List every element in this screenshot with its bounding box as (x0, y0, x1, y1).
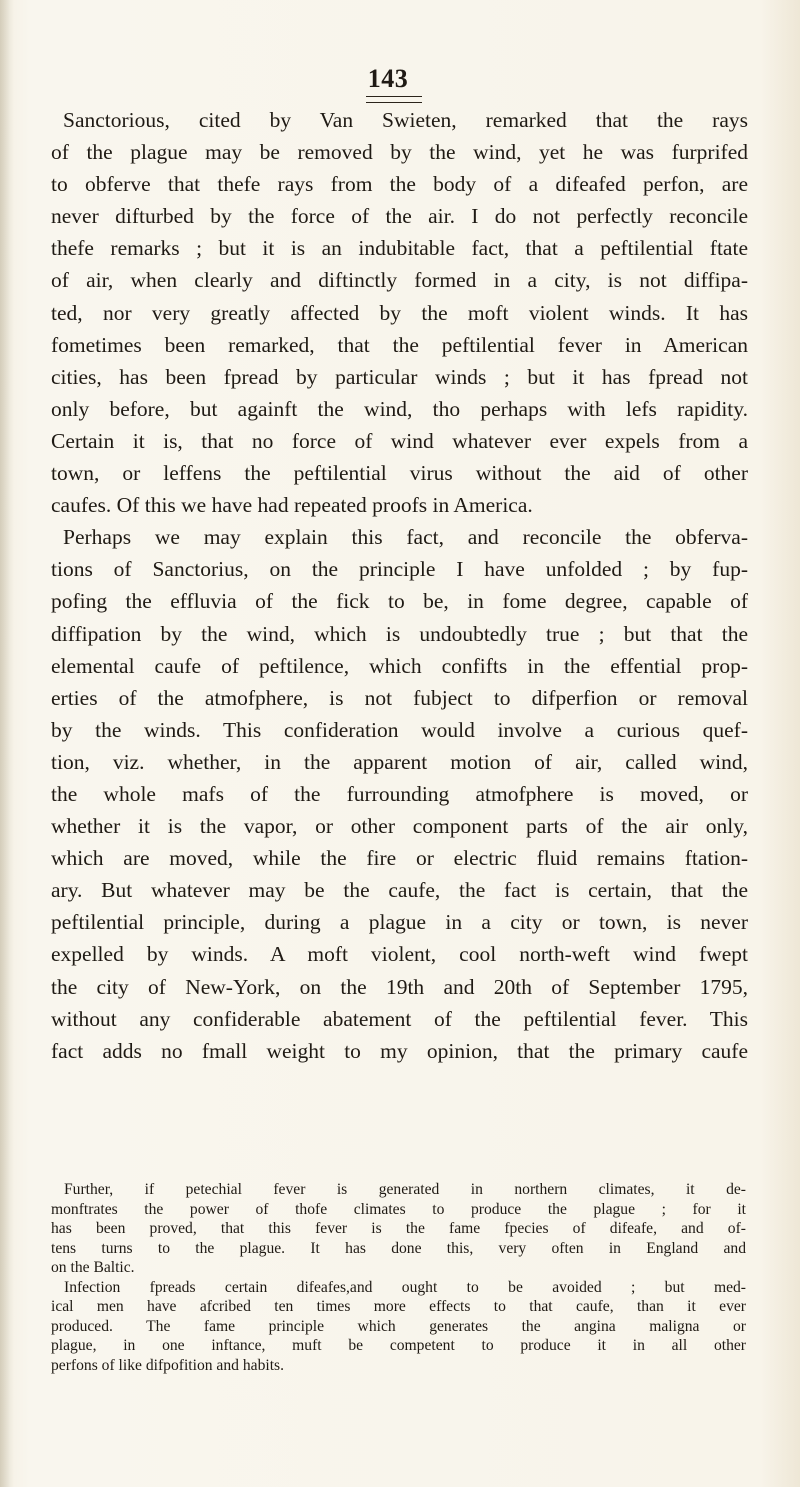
footnote-line: on the Baltic. (51, 1259, 135, 1276)
main-line: town, or leffens the peftilential virus without the aid of other (51, 461, 748, 486)
main-line: the city of New-York, on the 19th and 20th of September 1795, (51, 974, 748, 999)
main-line: which are moved, while the fire or electric fluid remains ftation- (51, 846, 748, 871)
main-line: Certain it is, that no force of wind whatever ever expels from a (51, 428, 748, 453)
main-line: whether it is the vapor, or other component parts of the air only, (51, 814, 748, 839)
main-line: of air, when clearly and diftinctly formed in a city, is not diffipa- (51, 268, 748, 293)
main-line: Sanctorious, cited by Van Swieten, remarked that the rays (63, 108, 748, 132)
footnote-line: ical men have afcribed ten times more effects to that caufe, than it ever (51, 1298, 746, 1315)
main-line: Perhaps we may explain this fact, and reconcile the obferva- (63, 525, 748, 550)
footnote-line: monftrates the power of thofe climates to produce the plague ; for it (51, 1200, 746, 1218)
main-line: thefe remarks ; but it is an indubitable fact, that a peftilential ftate (51, 236, 748, 261)
main-line: pofing the effluvia of the fick to be, in fome degree, capable of (51, 589, 748, 614)
main-line: tion, viz. whether, in the apparent motion of air, called wind, (51, 749, 748, 774)
main-line: fact adds no fmall weight to my opinion, that the primary caufe (51, 1038, 748, 1063)
main-line: only before, but againft the wind, tho perhaps with lefs rapidity. (51, 396, 748, 421)
footnote-block (51, 1180, 746, 1375)
main-line: caufes. Of this we have had repeated proofs in America. (51, 493, 533, 518)
main-line: by the winds. This confideration would involve a curious quef- (51, 717, 748, 742)
main-line: erties of the atmofphere, is not fubject to difperfion or removal (51, 685, 748, 710)
footnote-line: tens turns to the plague. It has done this, very often in England and (51, 1239, 746, 1257)
main-line: peftilential principle, during a plague in a city or town, is never (51, 910, 748, 935)
main-line: the whole mafs of the furrounding atmofphere is moved, or (51, 781, 748, 806)
main-text-block (51, 104, 748, 1067)
main-line: to obferve that thefe rays from the body of a difeafed perfon, are (51, 172, 748, 197)
main-line: ary. But whatever may be the caufe, the fact is certain, that the (51, 878, 748, 903)
main-line: ted, nor very greatly affected by the moft violent winds. It has (51, 300, 748, 325)
main-line: expelled by winds. A moft violent, cool north-weft wind fwept (51, 942, 748, 967)
footnote-line: Further, if petechial fever is generated in northern climates, it de- (64, 1181, 746, 1198)
footnote-line: perfons of like difpofition and habits. (51, 1356, 284, 1374)
footnote-line: plague, in one inftance, muft be competent to produce it in all other (51, 1337, 746, 1354)
main-line: never difturbed by the force of the air. I do not perfectly reconcile (51, 204, 748, 229)
main-line: of the plague may be removed by the wind, yet he was furprifed (51, 140, 748, 165)
main-line: elemental caufe of peftilence, which confifts in the effential prop- (51, 653, 748, 678)
main-line: diffipation by the wind, which is undoubtedly true ; but that the (51, 621, 748, 646)
main-line: fometimes been remarked, that the peftilential fever in American (51, 332, 748, 357)
footnote-line: Infection fpreads certain difeafes,and ought to be avoided ; but med- (64, 1278, 746, 1296)
page-number: 143 (367, 64, 409, 93)
page-number-rule (366, 96, 422, 103)
main-line: cities, has been fpread by particular winds ; but it has fpread not (51, 364, 748, 389)
footnote-line: has been proved, that this fever is the fame fpecies of difeafe, and of- (51, 1220, 746, 1237)
footnote-line: produced. The fame principle which generates the angina maligna or (51, 1317, 746, 1335)
main-line: without any confiderable abatement of the peftilential fever. This (51, 1006, 748, 1031)
main-line: tions of Sanctorius, on the principle I have unfolded ; by fup- (51, 557, 748, 582)
